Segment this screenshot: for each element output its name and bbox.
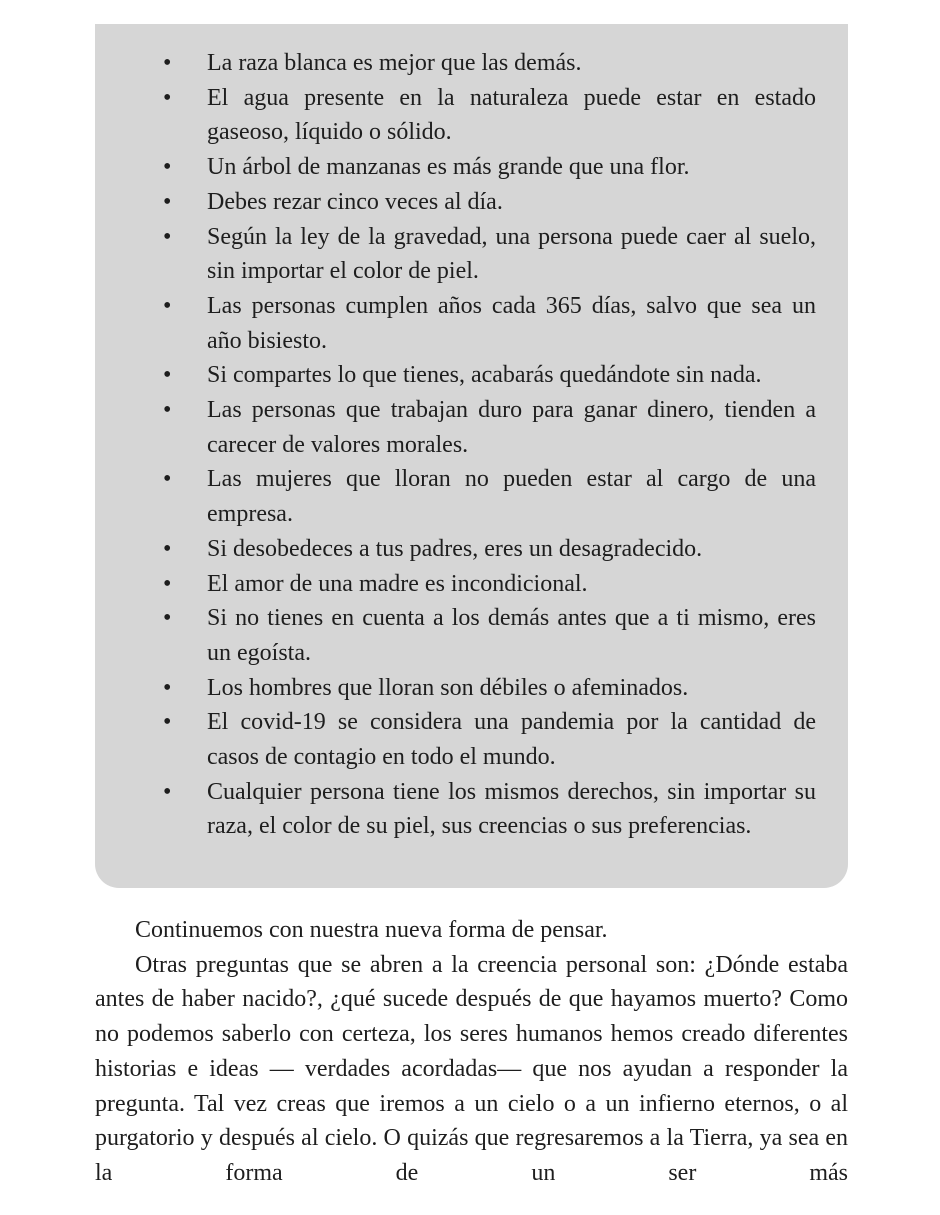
list-item-text: El agua presente en la naturaleza puede estar en estado gaseoso, líquido o sólido. bbox=[207, 84, 816, 146]
bullet-icon: • bbox=[163, 570, 172, 597]
list-item bbox=[163, 220, 816, 289]
bullet-icon: • bbox=[163, 292, 172, 319]
list-item-text: El covid-19 se considera una pandemia por la cantidad de casos de contagio en todo el mundo. bbox=[207, 709, 816, 771]
list-item-text: Si no tienes en cuenta a los demás antes que a ti mismo, eres un egoísta. bbox=[207, 605, 816, 666]
list-item-text: Si compartes lo que tienes, acabarás quedándote sin nada. bbox=[207, 362, 762, 389]
list-item bbox=[163, 567, 816, 602]
list-item bbox=[163, 289, 816, 358]
list-item bbox=[163, 150, 816, 185]
bullet-icon: • bbox=[163, 778, 172, 805]
belief-list bbox=[95, 46, 816, 844]
list-item bbox=[163, 46, 816, 81]
bullet-icon: • bbox=[163, 397, 172, 424]
bullet-icon: • bbox=[163, 674, 172, 701]
highlight-box bbox=[95, 24, 848, 888]
list-item-text: El amor de una madre es incondicional. bbox=[207, 570, 588, 597]
list-item bbox=[163, 775, 816, 844]
list-item bbox=[163, 601, 816, 670]
bullet-icon: • bbox=[163, 223, 172, 250]
list-item-text: Cualquier persona tiene los mismos derechos, sin importar su raza, el color de su piel, sus creencias o sus preferencias. bbox=[207, 778, 816, 840]
bullet-icon: • bbox=[163, 535, 172, 562]
list-item bbox=[163, 532, 816, 567]
list-item-text: La raza blanca es mejor que las demás. bbox=[207, 50, 582, 76]
list-item bbox=[163, 393, 816, 462]
bullet-icon: • bbox=[163, 605, 172, 632]
list-item bbox=[163, 462, 816, 531]
list-item-text: Las personas que trabajan duro para ganar dinero, tienden a carecer de valores morales. bbox=[207, 397, 816, 458]
list-item bbox=[163, 81, 816, 150]
bullet-icon: • bbox=[163, 362, 172, 389]
paragraph-intro: Continuemos con nuestra nueva forma de pensar. bbox=[135, 917, 608, 943]
paragraph-questions: Otras preguntas que se abren a la creencia personal son: ¿Dónde estaba antes de haber nacido?, ¿qué sucede después de que hayamos muerto? Como no podemos saberlo con certeza, los seres humanos hemos creado diferentes historias e ideas — verdades acordadas— que nos ayudan a responder la pregunta. Tal vez creas que iremos a un cielo o a un infierno eternos, o al purgatorio y después al cielo. O quizás que regresaremos a la Tierra, ya sea en la forma de un ser más bbox=[95, 951, 848, 1186]
bullet-icon: • bbox=[163, 709, 172, 736]
list-item-text: Las mujeres que lloran no pueden estar al cargo de una empresa. bbox=[207, 466, 816, 528]
list-item-text: Los hombres que lloran son débiles o afeminados. bbox=[207, 674, 689, 701]
bullet-icon: • bbox=[163, 466, 172, 493]
list-item bbox=[163, 185, 816, 220]
list-item bbox=[163, 705, 816, 774]
list-item-text: Las personas cumplen años cada 365 días, salvo que sea un año bisiesto. bbox=[207, 292, 816, 354]
bullet-icon: • bbox=[163, 188, 172, 215]
bullet-icon: • bbox=[163, 84, 172, 111]
list-item bbox=[163, 358, 816, 393]
list-item bbox=[163, 671, 816, 706]
bullet-icon: • bbox=[163, 154, 172, 181]
list-item-text: Si desobedeces a tus padres, eres un desagradecido. bbox=[207, 535, 703, 562]
bullet-icon: • bbox=[163, 50, 172, 76]
body-text bbox=[95, 913, 848, 1191]
list-item-text: Debes rezar cinco veces al día. bbox=[207, 188, 503, 215]
list-item-text: Según la ley de la gravedad, una persona puede caer al suelo, sin importar el color de piel. bbox=[207, 223, 816, 285]
list-item-text: Un árbol de manzanas es más grande que una flor. bbox=[207, 154, 690, 181]
